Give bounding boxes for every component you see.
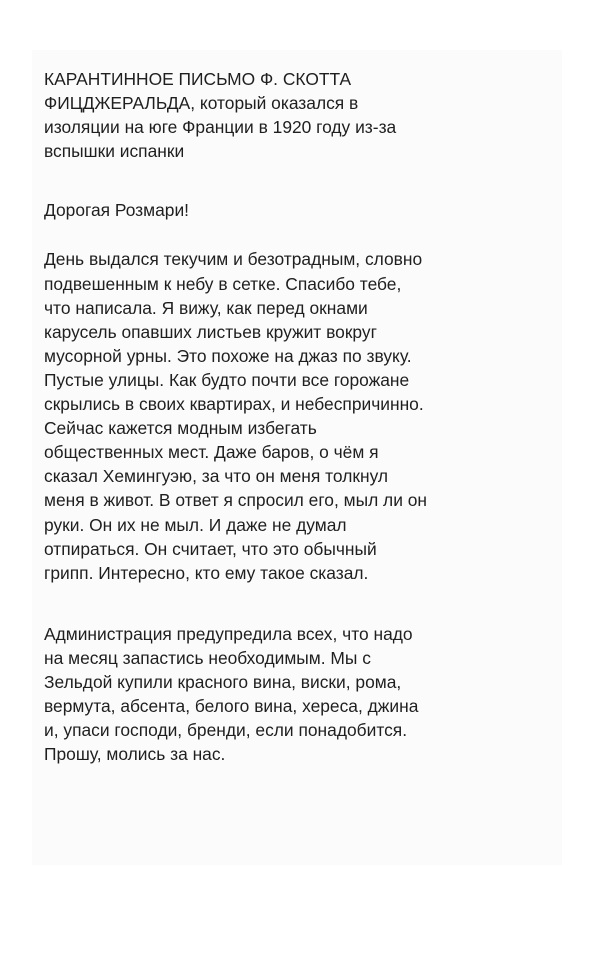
paragraph-line: подвешенным к небу в сетке. Спасибо тебе, [44,273,402,294]
greeting: Дорогая Розмари! [44,200,190,221]
paragraph-line: руки. Он их не мыл. И даже не думал [44,514,347,535]
paragraph-line: Сейчас кажется модным избегать [44,418,317,439]
paragraph-2 [44,622,564,767]
paragraph-line: что написала. Я вижу, как перед окнами [44,297,368,318]
paragraph-line: карусель опавших листьев кружит вокруг [44,321,377,342]
header-line: изоляции на юге Франции в 1920 году из-за [44,117,397,138]
letter-text [44,67,564,766]
paragraph-line: сказал Хемингуэю, за что он меня толкнул [44,466,389,487]
paragraph-line: вермута, абсента, белого вина, хереса, джина [44,696,419,717]
paragraph-line: и, упаси господи, бренди, если понадобится. [44,720,408,741]
spacer [44,163,564,198]
letter-header [44,67,564,163]
header-line: КАРАНТИННОЕ ПИСЬМО Ф. СКОТТА [44,69,352,89]
paragraph-line: общественных мест. Даже баров, о чём я [44,442,379,463]
spacer [44,222,564,247]
paragraph-line: Администрация предупредила всех, что надо [44,623,413,644]
paragraph-line: отпираться. Он считает, что это обычный [44,538,377,559]
letter-card [32,50,562,865]
paragraph-line: грипп. Интересно, кто ему такое сказал. [44,562,369,583]
header-line: ФИЦДЖЕРАЛЬДА, который оказался в [44,93,359,114]
paragraph-line: на месяц запастись необходимым. Мы с [44,647,371,668]
paragraph-line: День выдался текучим и безотрадным, словно [44,249,423,270]
paragraph-1 [44,247,564,584]
spacer [44,585,564,622]
header-line: вспышки испанки [44,141,185,162]
paragraph-line: мусорной урны. Это похоже на джаз по звуку. [44,345,412,366]
paragraph-line: меня в живот. В ответ я спросил его, мыл ли он [44,490,428,511]
paragraph-line: Зельдой купили красного вина, виски, рома, [44,671,402,692]
paragraph-line: Прошу, молись за нас. [44,744,226,765]
paragraph-line: Пустые улицы. Как будто почти все горожане [44,369,410,390]
paragraph-line: скрылись в своих квартирах, и небеспричинно. [44,394,424,415]
